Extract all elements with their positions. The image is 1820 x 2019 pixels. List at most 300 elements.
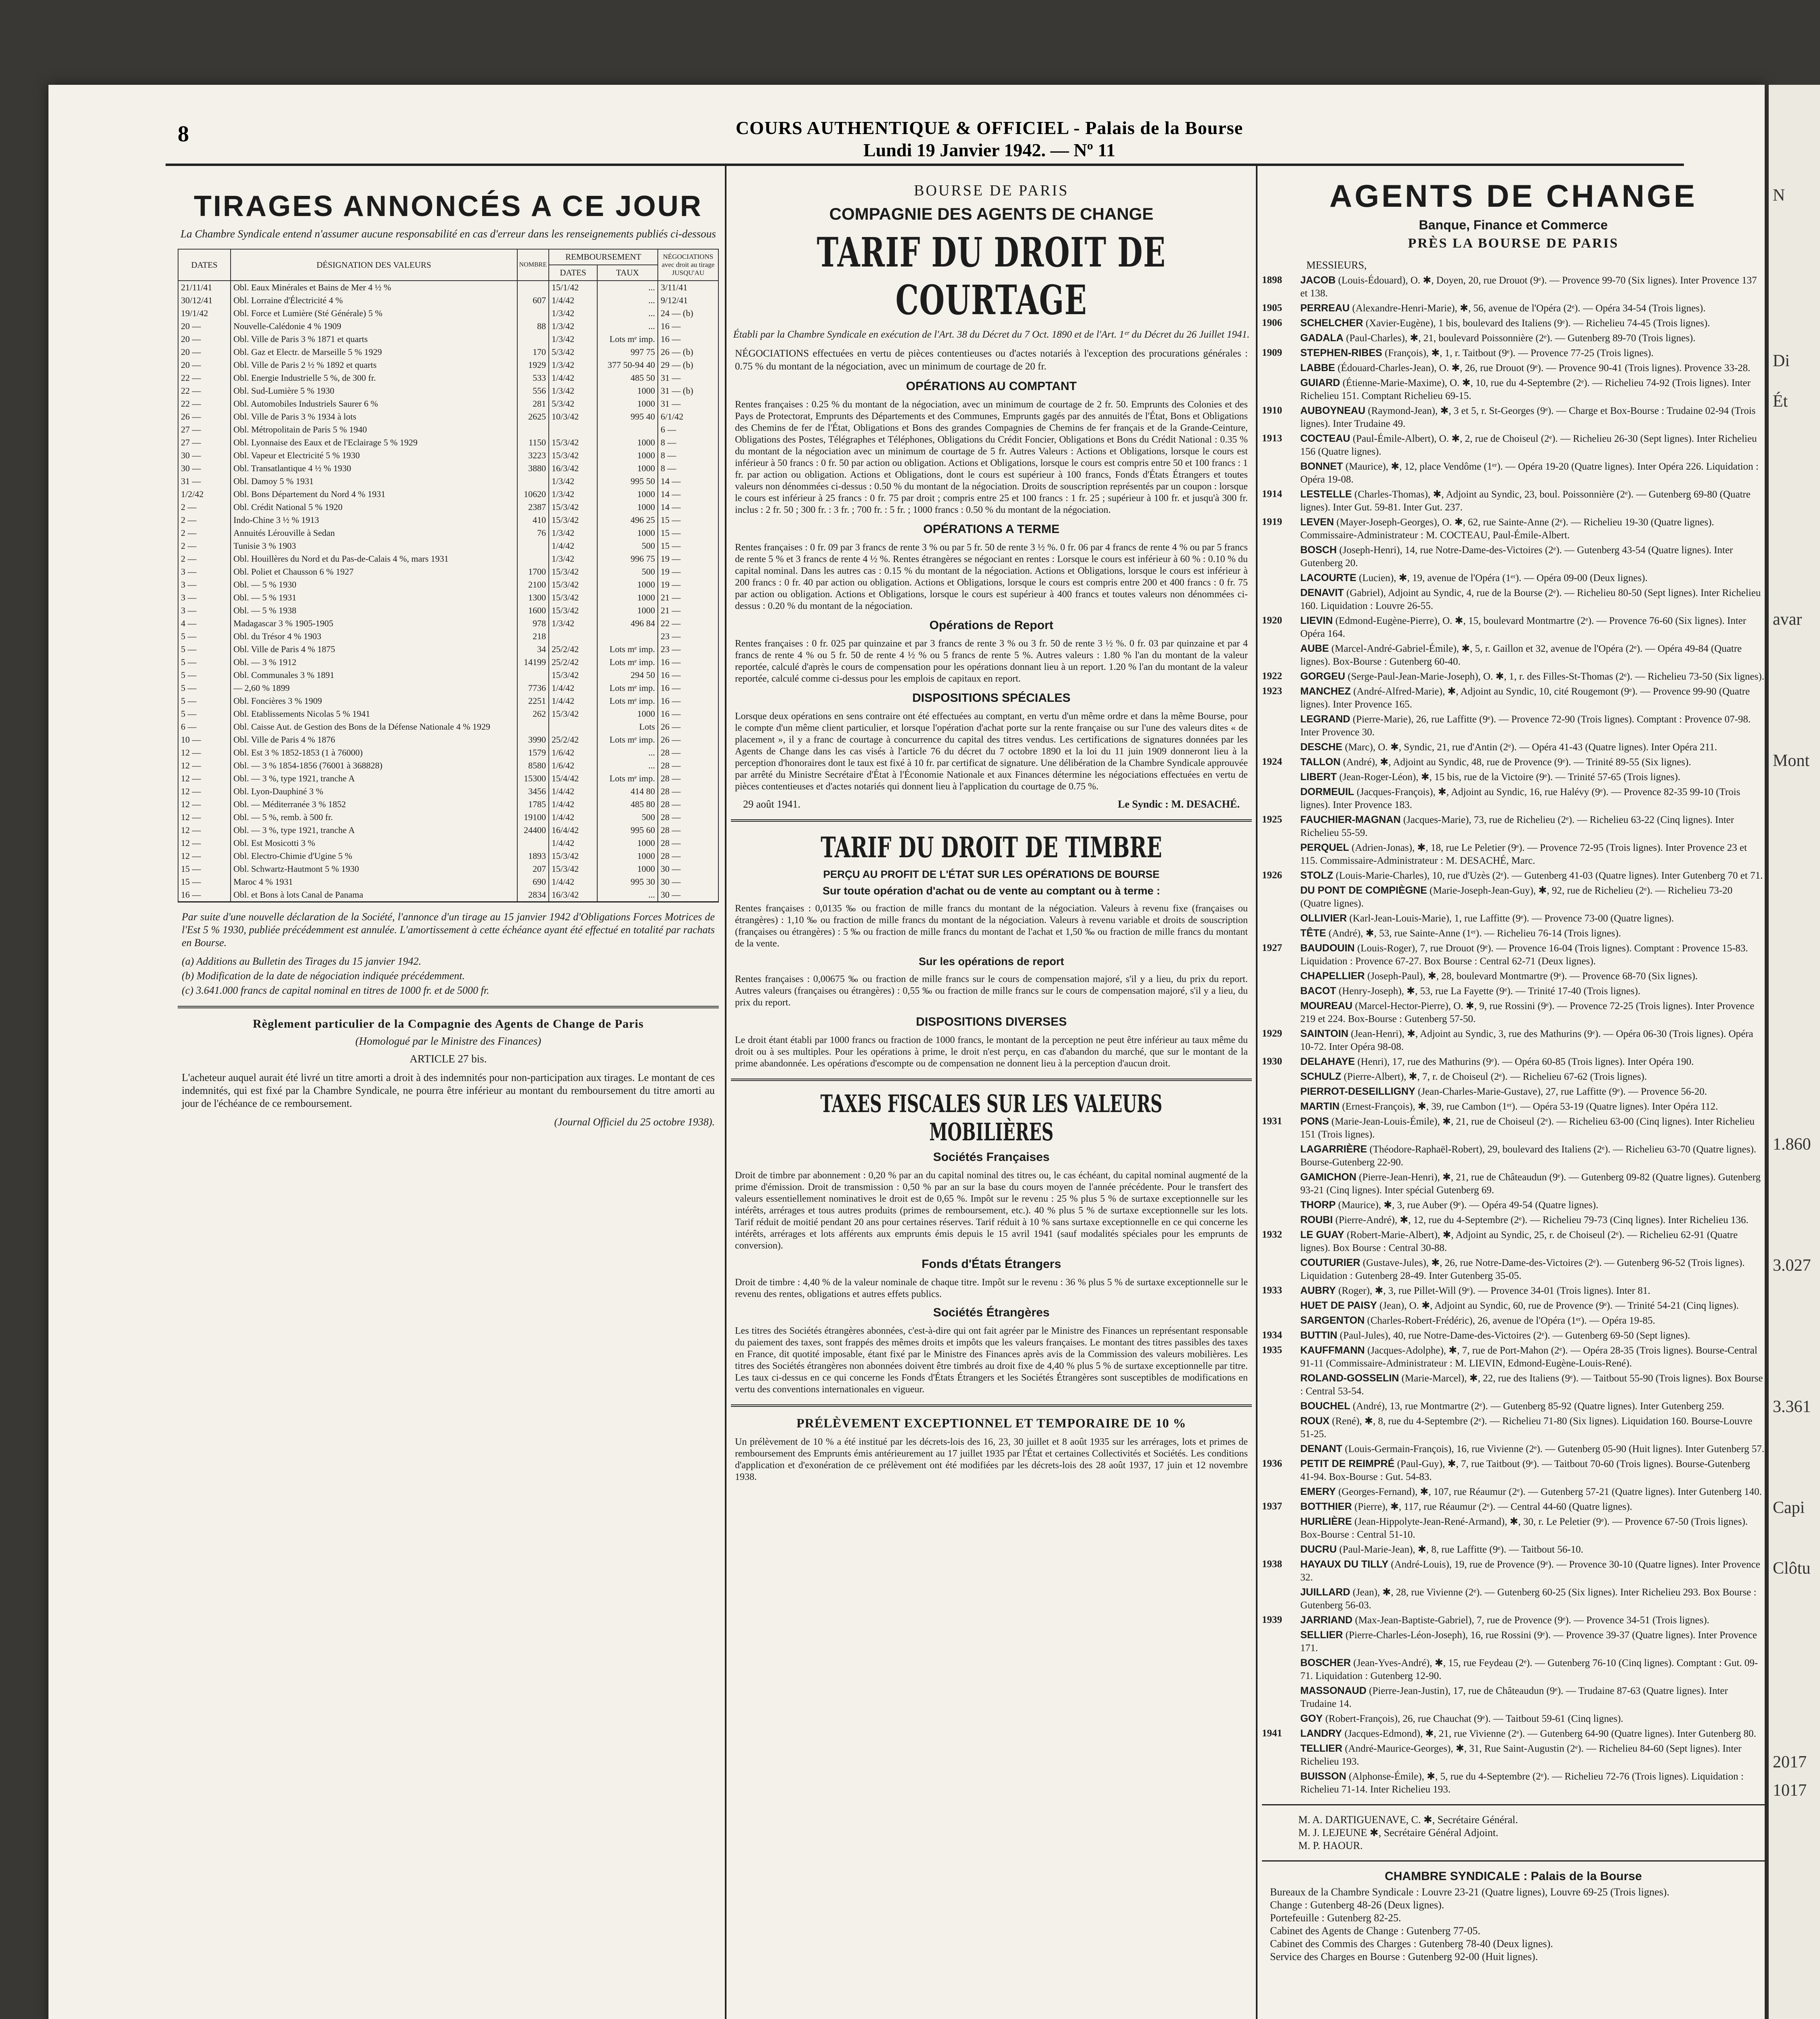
table-cell: 1000 (597, 850, 658, 863)
table-cell: 207 (517, 863, 549, 875)
agent-name: LEVEN (1300, 516, 1334, 528)
agent-details (1300, 1457, 1765, 1484)
agent-name: STEPHEN-RIBES (1300, 347, 1382, 359)
timbre-subtitle: PERÇU AU PROFIT DE L'ÉTAT SUR LES OPÉRATIONS DE BOURSE (823, 868, 1160, 880)
table-cell: 996 75 (597, 552, 658, 565)
table-cell: Maroc 4 % 1931 (231, 875, 517, 888)
agent-name: LESTELLE (1300, 489, 1352, 500)
reglement-text: L'acheteur auquel aurait été livré un titre amorti a droit à des indemnités pour non-participation aux tirages. Le montant de ces indemnités, qui est fixé par la Chambre Syndicale, ne pourra être inférieur au montant du remboursement du titre amorti au jour de l'échéance de ce remboursement. (182, 1072, 715, 1109)
agent-year (1262, 1085, 1300, 1098)
table-row (178, 720, 718, 733)
agent-year (1262, 999, 1300, 1026)
agent-entry (1262, 1656, 1765, 1683)
courtage-title: TARIF DU DROIT DE COURTAGE (817, 229, 1166, 324)
courtage-syndic: Le Syndic : M. DESACHÉ. (1118, 798, 1240, 810)
table-cell: 1/4/42 (549, 837, 597, 850)
agent-name: LEGRAND (1300, 714, 1350, 725)
agent-entry (1262, 1198, 1765, 1212)
table-row (178, 746, 718, 759)
courtage-subtitle: Établi par la Chambre Syndicale en exécution de l'Art. 38 du Décret du 7 Oct. 1890 et de l'Art. 1ᵉʳ du Décret du 26 Juillet 1941. (733, 329, 1250, 340)
table-cell: 5 — (178, 695, 231, 707)
table-cell: Obl. Lyon-Dauphiné 3 % (231, 785, 517, 798)
compagnie-heading: COMPAGNIE DES AGENTS DE CHANGE (829, 204, 1154, 223)
agent-details (1300, 942, 1765, 968)
agent-address: (Pierre-André), ✱, 12, rue du 4-Septembre (2ᵉ). — Richelieu 79-73 (Cinq lignes). Inter Richelieu 136. (1335, 1215, 1749, 1226)
table-cell: 16 — (658, 682, 718, 695)
agent-year: 1925 (1262, 814, 1282, 825)
table-row (178, 527, 718, 539)
agent-entry (1262, 785, 1765, 812)
table-row (178, 501, 718, 514)
table-cell: 2 — (178, 501, 231, 514)
agent-year (1262, 1400, 1300, 1413)
table-cell: Nouvelle-Calédonie 4 % 1909 (231, 320, 517, 333)
agent-name: STOLZ (1300, 870, 1333, 881)
table-cell: 26 — (b) (658, 346, 718, 359)
table-cell: 978 (517, 617, 549, 630)
table-cell: 1150 (517, 436, 549, 449)
agent-details (1300, 1284, 1765, 1297)
agent-address: (Marcel-André-Gabriel-Émile), ✱, 5, r. Gaillon et 32, avenue de l'Opéra (2ᵉ). — Opéra 49-84 (Quatre lignes). Box-Bourse : Gutenberg 60-40. (1300, 643, 1742, 667)
table-cell: Annuités Lérouville à Sedan (231, 527, 517, 539)
table-cell: 1/3/42 (549, 384, 597, 397)
table-cell: 30 — (178, 462, 231, 475)
table-cell: 533 (517, 371, 549, 384)
agent-entry (1262, 1256, 1765, 1282)
table-row (178, 733, 718, 746)
table-cell: 15/3/42 (549, 850, 597, 863)
table-cell: 12 — (178, 772, 231, 785)
agent-year: 1926 (1262, 870, 1282, 881)
table-row (178, 346, 718, 359)
table-cell: 23 — (658, 643, 718, 656)
agent-details (1300, 642, 1765, 668)
agent-name: LIBERT (1300, 771, 1337, 783)
table-cell: 24 — (b) (658, 307, 718, 320)
agent-address: (Lucien), ✱, 19, avenue de l'Opéra (1ᵉʳ). — Opéra 09-00 (Deux lignes). (1359, 573, 1648, 583)
agent-address: (Jacques-Adolphe), ✱, 7, rue de Port-Mahon (2ᵉ). — Opéra 28-35 (Trois lignes). Bourse-Central 91-11 (Commissaire-Administrateur : M. LIEVIN, Edmond-Eugène-Louis-René). (1300, 1345, 1757, 1369)
table-cell: 19 — (658, 578, 718, 591)
col-header-dates: DATES (178, 249, 231, 281)
table-cell: 1/3/42 (549, 333, 597, 346)
agent-year: 1919 (1262, 516, 1282, 527)
col-header-nombre: NOMBRE (517, 249, 549, 281)
agent-address: (Marcel-Hector-Pierre), O. ✱, 9, rue Rossini (9ᵉ). — Provence 72-25 (Trois lignes). Inter Provence 219 et 224. Box-Bourse : Gutenberg 57-50. (1300, 1001, 1755, 1024)
table-cell: 25/2/42 (549, 656, 597, 669)
agent-details (1300, 586, 1765, 613)
agent-details (1300, 1485, 1765, 1499)
agent-name: GORGEU (1300, 671, 1346, 682)
table-cell: 29 — (b) (658, 359, 718, 371)
agent-address: (Jean), O. ✱, Adjoint au Syndic, 60, rue de Provence (9ᵉ). — Trinité 54-21 (Cinq lignes). (1379, 1300, 1739, 1311)
agent-name: DUCRU (1300, 1544, 1337, 1555)
table-cell: Obl. — 3 % 1912 (231, 656, 517, 669)
table-cell: ... (597, 320, 658, 333)
table-row (178, 863, 718, 875)
table-cell: 16/3/42 (549, 888, 597, 901)
courtage-signature (743, 798, 1240, 810)
table-cell: 5/3/42 (549, 346, 597, 359)
agent-address: (Robert-Marie-Albert), ✱, Adjoint au Syndic, 25, r. de Choiseul (2ᵉ). — Richelieu 62-91 (Quatre lignes). Box Bourse : Central 30-88. (1300, 1230, 1738, 1253)
table-cell: 377 50-94 40 (597, 359, 658, 371)
table-cell: Obl. et Bons à lots Canal de Panama (231, 888, 517, 901)
agent-name: HURLIÈRE (1300, 1516, 1352, 1527)
agent-details (1300, 1143, 1765, 1169)
agent-year: 1927 (1262, 942, 1282, 953)
agent-details (1300, 376, 1765, 403)
officer-line: M. P. HAOUR. (1298, 1840, 1363, 1851)
agent-name: MOUREAU (1300, 1000, 1353, 1012)
diverses-title: DISPOSITIONS DIVERSES (916, 1015, 1067, 1028)
agent-year: 1924 (1262, 756, 1282, 767)
table-cell: Obl. Ville de Paris 2 ½ % 1892 et quarts (231, 359, 517, 371)
table-cell: 1/3/42 (549, 307, 597, 320)
table-cell: 15/3/42 (549, 565, 597, 578)
agent-address: (Charles-Robert-Frédéric), 26, avenue de l'Opéra (1ᵉʳ). — Opéra 19-85. (1367, 1315, 1655, 1326)
agent-name: DORMEUIL (1300, 786, 1354, 798)
agent-name: BOTTHIER (1300, 1501, 1352, 1512)
agent-year (1262, 1485, 1300, 1499)
table-cell: 8 — (658, 436, 718, 449)
agent-address: (Jacques-François), ✱, Adjoint au Syndic, 16, rue Halévy (9ᵉ). — Provence 82-35 99-10 (Trois lignes). Inter Provence 183. (1300, 787, 1740, 810)
agent-entry (1262, 1515, 1765, 1541)
table-cell: Obl. Est 3 % 1852-1853 (1 à 76000) (231, 746, 517, 759)
agent-details (1300, 1085, 1765, 1098)
table-cell: 23 — (658, 630, 718, 643)
agent-entry (1262, 1299, 1765, 1312)
table-cell: ... (597, 281, 658, 294)
next-page-fragment: Di (1773, 352, 1790, 370)
agent-year: 1905 (1262, 302, 1282, 313)
agent-year (1262, 1656, 1300, 1683)
agent-details (1300, 488, 1765, 514)
table-cell: 12 — (178, 798, 231, 811)
agent-address: (Paul-Charles), ✱, 21, boulevard Poissonnière (2ᵉ). — Gutenberg 89-70 (Trois lignes). (1346, 333, 1696, 344)
table-cell: 995 60 (597, 824, 658, 837)
agent-name: TELLIER (1300, 1743, 1343, 1754)
tirages-note: Par suite d'une nouvelle déclaration de la Société, l'annonce d'un tirage au 15 janvier 1942 d'Obligations Forces Motrices de l'Est 5 % 1930, publiée précédemment est annulée. L'amortissement à cette échéance ayant été effectué en totalité par rachats en Bourse. (182, 911, 715, 949)
agent-name: HUET DE PAISY (1300, 1300, 1377, 1311)
agent-name: GOY (1300, 1713, 1323, 1724)
agent-year (1262, 376, 1300, 403)
table-cell: Obl. Sud-Lumière 5 % 1930 (231, 384, 517, 397)
table-cell: Obl. Damoy 5 % 1931 (231, 475, 517, 488)
table-cell: 1/6/42 (549, 759, 597, 772)
table-cell: 2834 (517, 888, 549, 901)
table-cell: 1/3/42 (549, 617, 597, 630)
agent-name: LAGARRIÈRE (1300, 1144, 1367, 1155)
table-cell: 3/11/41 (658, 281, 718, 294)
section-rule (731, 1079, 1252, 1081)
agent-address: (Pierre-Marie), 26, rue Laffitte (9ᵉ). — Provence 72-90 (Trois lignes). Comptant : Provence 07-98. Inter Provence 30. (1300, 714, 1751, 738)
agent-entry (1262, 274, 1765, 300)
agent-name: KAUFFMANN (1300, 1345, 1365, 1356)
terme-text: Rentes françaises : 0 fr. 09 par 3 francs de rente 3 % ou par 5 fr. 50 de rente 3 ½ %. 0 fr. 06 par 4 francs de rente 4 % ou par 5 francs de rente 5 % et 3 francs de rente 4 ½ %. Rentes étrangères se négociant en rentes : Lorsque le cours est inférieur à 60 % : 0.10 % du capital nominal. Dans les autres cas : 0.15 % du montant de la négociation. Actions et Obligations, lorsque le cours est inférieur à 200 francs : 0 fr. 40 par action ou obligation. Actions et Obligations, lorsque le cours est compris entre 200 et 400 francs : 0 fr. 75 par action ou obligation. Actions et Obligations, lorsque le cours est supérieur à 400 francs et toutes valeurs non dénommées ci-dessus : 0.20 % du montant de la négociation. (735, 542, 1248, 611)
bourse-heading: BOURSE DE PARIS (914, 182, 1069, 199)
table-cell (517, 475, 549, 488)
agent-name: BOSCHER (1300, 1657, 1351, 1669)
agent-address: (Louis-Roger), 7, rue Drouot (9ᵉ). — Provence 16-04 (Trois lignes). Comptant : Provence 15-83. Liquidation : Provence 67-27. Box Bourse : Central 62-71 (Deux lignes). (1300, 943, 1748, 967)
table-cell: 294 50 (597, 669, 658, 682)
agent-name: LANDRY (1300, 1728, 1342, 1739)
table-cell: 1000 (597, 604, 658, 617)
agent-details (1300, 332, 1765, 345)
table-cell: 16/3/42 (549, 462, 597, 475)
agent-year: 1934 (1262, 1330, 1282, 1341)
next-page-fragment: avar (1773, 610, 1802, 629)
agent-name: BOUCHEL (1300, 1400, 1350, 1412)
table-cell (517, 281, 549, 294)
table-cell: Lots mᵉ imp. (597, 643, 658, 656)
agent-name: COCTEAU (1300, 433, 1350, 444)
report-title: Opérations de Report (929, 619, 1054, 632)
table-cell: 1/4/42 (549, 785, 597, 798)
table-cell: 1300 (517, 591, 549, 604)
table-cell: 414 80 (597, 785, 658, 798)
table-cell: 5 — (178, 656, 231, 669)
masthead-rule (166, 164, 1684, 166)
agent-entry (1262, 1143, 1765, 1169)
table-row (178, 294, 718, 307)
agent-address: (Alexandre-Henri-Marie), ✱, 56, avenue de l'Opéra (2ᵉ). — Opéra 34-54 (Trois lignes). (1352, 303, 1706, 314)
agent-details (1300, 912, 1765, 925)
table-cell: 995 30 (597, 875, 658, 888)
agent-entry (1262, 544, 1765, 570)
table-cell: Obl. Etablissements Nicolas 5 % 1941 (231, 707, 517, 720)
agent-details (1300, 1070, 1765, 1083)
table-cell (517, 837, 549, 850)
agent-details (1300, 1515, 1765, 1541)
table-row (178, 449, 718, 462)
col-header-designation: DÉSIGNATION DES VALEURS (231, 249, 517, 281)
agent-address: (Jacques-Edmond), ✱, 21, rue Vivienne (2ᵉ). — Gutenberg 64-90 (Quatre lignes). Inter Gutenberg 80. (1344, 1728, 1756, 1739)
agent-details (1300, 1055, 1765, 1068)
terme-title: OPÉRATIONS A TERME (923, 523, 1060, 536)
agent-details (1300, 1586, 1765, 1612)
agent-address: (Jean-Hippolyte-Jean-René-Armand), ✱, 30, r. Le Peletier (9ᵉ). — Provence 67-50 (Trois lignes). Box-Bourse : Central 51-10. (1300, 1516, 1748, 1540)
table-cell: Obl. — 3 %, type 1921, tranche A (231, 772, 517, 785)
table-row (178, 617, 718, 630)
table-cell: 15/3/42 (549, 669, 597, 682)
table-cell: 15/3/42 (549, 436, 597, 449)
table-cell: 3223 (517, 449, 549, 462)
agent-address: (Marc), O. ✱, Syndic, 21, rue d'Antin (2ᵉ). — Opéra 41-43 (Quatre lignes). Inter Opéra 211. (1345, 742, 1717, 753)
agent-year: 1930 (1262, 1056, 1282, 1067)
agent-address: (Maurice), ✱, 3, rue Auber (9ᵉ). — Opéra 49-54 (Quatre lignes). (1338, 1200, 1599, 1211)
agent-entry (1262, 642, 1765, 668)
agent-entry (1262, 1543, 1765, 1556)
agent-entry (1262, 942, 1765, 968)
table-cell: Obl. Communales 3 % 1891 (231, 669, 517, 682)
agent-year (1262, 1198, 1300, 1212)
table-cell: 500 (597, 565, 658, 578)
table-cell: 5 — (178, 682, 231, 695)
agent-name: MANCHEZ (1300, 686, 1351, 697)
table-cell: 26 — (658, 733, 718, 746)
agent-details (1300, 1500, 1765, 1513)
table-cell: 1000 (597, 863, 658, 875)
agent-entry (1262, 460, 1765, 486)
column-rule (725, 166, 726, 2019)
table-cell: 2251 (517, 695, 549, 707)
agent-year (1262, 1213, 1300, 1227)
table-cell (549, 720, 597, 733)
agent-details (1300, 516, 1765, 542)
table-cell: Obl. Houillères du Nord et du Pas-de-Calais 4 %, mars 1931 (231, 552, 517, 565)
table-cell: Lots mᵉ imp. (597, 733, 658, 746)
agent-year: 1923 (1262, 686, 1282, 697)
table-cell (597, 423, 658, 436)
agent-name: BUISSON (1300, 1771, 1346, 1782)
table-cell: 12 — (178, 824, 231, 837)
agent-details (1300, 1198, 1765, 1212)
agent-details (1300, 1344, 1765, 1370)
agent-entry (1262, 332, 1765, 345)
agent-details (1300, 685, 1765, 711)
masthead-title: COURS AUTHENTIQUE & OFFICIEL - Palais de la Bourse (735, 118, 1243, 138)
agent-name: BONNET (1300, 461, 1343, 472)
agent-address: (Jacques-Marie), 73, rue de Richelieu (2ᵉ). — Richelieu 63-22 (Cinq lignes). Inter Richelieu 55-59. (1300, 814, 1734, 838)
table-cell: 1000 (597, 384, 658, 397)
table-cell: 28 — (658, 746, 718, 759)
table-cell: 10 — (178, 733, 231, 746)
table-cell: 2 — (178, 527, 231, 539)
table-cell: 500 (597, 811, 658, 824)
agent-name: AUBE (1300, 643, 1329, 654)
agent-details (1300, 404, 1765, 430)
table-row (178, 888, 718, 901)
page-number: 8 (178, 122, 189, 147)
agent-address: (Raymond-Jean), ✱, 3 et 5, r. St-Georges (9ᵉ). — Charge et Box-Bourse : Trudaine 02-94 (Trois lignes). Inter Trudaine 49. (1300, 405, 1756, 429)
agent-year: 1933 (1262, 1285, 1282, 1296)
agent-year: 1898 (1262, 275, 1282, 285)
agent-name: SELLIER (1300, 1629, 1343, 1641)
agent-details (1300, 317, 1765, 330)
table-cell: 26 — (658, 720, 718, 733)
tirages-column (178, 174, 719, 2019)
table-cell: 25/2/42 (549, 643, 597, 656)
agent-name: AUBRY (1300, 1285, 1336, 1296)
table-cell (517, 423, 549, 436)
table-cell: 1/3/42 (549, 475, 597, 488)
table-cell (517, 552, 549, 565)
tirages-subtitle: La Chambre Syndicale entend n'assumer aucune responsabilité en cas d'erreur dans les renseignements publiés ci-dessous (181, 228, 716, 240)
agent-details (1300, 813, 1765, 840)
table-row (178, 514, 718, 527)
table-row (178, 656, 718, 669)
agent-year (1262, 1314, 1300, 1327)
table-cell: 2 — (178, 514, 231, 527)
agent-year (1262, 1171, 1300, 1197)
table-row (178, 811, 718, 824)
agent-details (1300, 274, 1765, 300)
table-cell: 20 — (178, 359, 231, 371)
agent-entry (1262, 1742, 1765, 1768)
agent-name: SARGENTON (1300, 1315, 1365, 1326)
table-cell: 2100 (517, 578, 549, 591)
agent-entry (1262, 404, 1765, 430)
table-row (178, 591, 718, 604)
agent-entry (1262, 1100, 1765, 1113)
table-cell: 14 — (658, 475, 718, 488)
agent-name: PERREAU (1300, 302, 1350, 314)
table-cell: 496 25 (597, 514, 658, 527)
table-cell: 995 50 (597, 475, 658, 488)
agent-name: HAYAUX DU TILLY (1300, 1559, 1389, 1570)
agent-year (1262, 770, 1300, 784)
agent-details (1300, 869, 1765, 882)
agent-name: ROUBI (1300, 1214, 1333, 1226)
agent-address: (Georges-Fernand), ✱, 107, rue Réaumur (2ᵉ). — Gutenberg 57-21 (Quatre lignes). Inter Gutenberg 140. (1338, 1486, 1762, 1497)
table-cell: 1/3/42 (549, 359, 597, 371)
agent-entry (1262, 999, 1765, 1026)
table-cell: 6/1/42 (658, 410, 718, 423)
section-rule (1262, 1804, 1765, 1805)
table-cell: 607 (517, 294, 549, 307)
table-cell: 997 75 (597, 346, 658, 359)
table-cell: 15/3/42 (549, 578, 597, 591)
officer-line: M. A. DARTIGUENAVE, C. ✱, Secrétaire Général. (1298, 1814, 1518, 1826)
table-cell: 556 (517, 384, 549, 397)
agent-year (1262, 1442, 1300, 1456)
agent-name: LIEVIN (1300, 615, 1333, 626)
table-cell: Obl. Ville de Paris 3 % 1871 et quarts (231, 333, 517, 346)
table-row (178, 707, 718, 720)
footnote: (b) Modification de la date de négociation indiquée précédemment. (182, 970, 465, 982)
table-cell: ... (597, 294, 658, 307)
table-cell: 1600 (517, 604, 549, 617)
table-cell: 8580 (517, 759, 549, 772)
comptant-text: Rentes françaises : 0.25 % du montant de la négociation, avec un minimum de courtage de 2 fr. 50. Emprunts des Colonies et des Pays de Protectorat, Emprunts des Départements et des Communes, Emprunts gagés par des annuités de l'État, Bons et Obligations des Chemins de fer de l'État, Obligations et Bons des grandes Compagnies de Chemins de fer français et de la Grande-Ceinture, Obligations des Postes, Télégraphes et Téléphones, Obligations du Crédit Foncier, Obligations et Bons du Crédit National : 0.35 % du montant de la négociation avec un minimum de courtage de 5 fr. Autres Valeurs : Actions et Obligations, lorsque le cours est inférieur à 50 francs : 0 fr. 50 par action ou obligation. Actions et Obligations, lorsque le cours est compris entre 50 et 100 francs : 1 fr. par action ou obligation. Actions et Obligations, dont le cours est supérieur à 100 francs, Fonds d'États Étrangers et toutes valeurs non dénommées ci-dessus : 0.50 % du montant de la négociation. Droits de souscription représentés par un coupon : lorsque le cours est inférieur à 25 francs : 0 fr. 75 par droit ; compris entre 25 et 100 francs : 1 fr. 25 ; supérieur à 100 fr. et jusqu'à 300 fr. inclus : 2 fr. 50 ; 300 fr. : 3 fr. ; 700 fr. : 5 fr. ; 1000 francs : 0.50 % du montant de la négociation. (735, 399, 1248, 515)
table-cell: Obl. — 3 %, type 1921, tranche A (231, 824, 517, 837)
agent-details (1300, 361, 1765, 375)
table-cell: Obl. Crédit National 5 % 1920 (231, 501, 517, 514)
table-cell: 15300 (517, 772, 549, 785)
agent-name: SAINTOIN (1300, 1028, 1348, 1039)
agent-name: BAUDOUIN (1300, 942, 1355, 954)
table-cell: 30 — (658, 863, 718, 875)
table-cell: ... (597, 307, 658, 320)
agent-address: (André), ✱, Adjoint au Syndic, 48, rue de Provence (9ᵉ). — Trinité 89-55 (Six lignes). (1343, 757, 1691, 768)
table-row (178, 307, 718, 320)
table-cell: 5 — (178, 630, 231, 643)
table-cell: 690 (517, 875, 549, 888)
taxes-title: TAXES FISCALES SUR LES VALEURS MOBILIÈRES (820, 1090, 1163, 1146)
agent-address: (Gustave-Jules), ✱, 26, rue Notre-Dame-des-Victoires (2ᵉ). — Gutenberg 96-52 (Trois lignes). Liquidation : Gutenberg 28-49. Inter Gutenberg 35-05. (1300, 1257, 1745, 1281)
table-cell: 16 — (658, 320, 718, 333)
table-cell: Obl. Energie Industrielle 5 %, de 300 fr. (231, 371, 517, 384)
agent-year: 1914 (1262, 489, 1282, 500)
table-cell: 30 — (658, 875, 718, 888)
agent-year: 1909 (1262, 347, 1282, 358)
table-cell: 16 — (658, 656, 718, 669)
agent-address: (Marie-Joseph-Jean-Guy), ✱, 92, rue de Richelieu (2ᵉ). — Richelieu 73-20 (Quatre lignes). (1300, 885, 1733, 909)
agent-address: (André), ✱, 53, rue Sainte-Anne (1ᵉʳ). — Richelieu 76-14 (Trois lignes). (1329, 928, 1621, 939)
agent-entry (1262, 1329, 1765, 1342)
table-row (178, 371, 718, 384)
agent-details (1300, 1115, 1765, 1141)
table-cell: 1000 (597, 527, 658, 539)
column-rule (1256, 166, 1257, 2019)
agent-year (1262, 571, 1300, 585)
agent-year (1262, 1299, 1300, 1312)
agent-year (1262, 912, 1300, 925)
agent-year (1262, 1256, 1300, 1282)
agent-name: FAUCHIER-MAGNAN (1300, 814, 1401, 825)
agent-entry (1262, 361, 1765, 375)
agent-year (1262, 927, 1300, 940)
table-cell: 3456 (517, 785, 549, 798)
